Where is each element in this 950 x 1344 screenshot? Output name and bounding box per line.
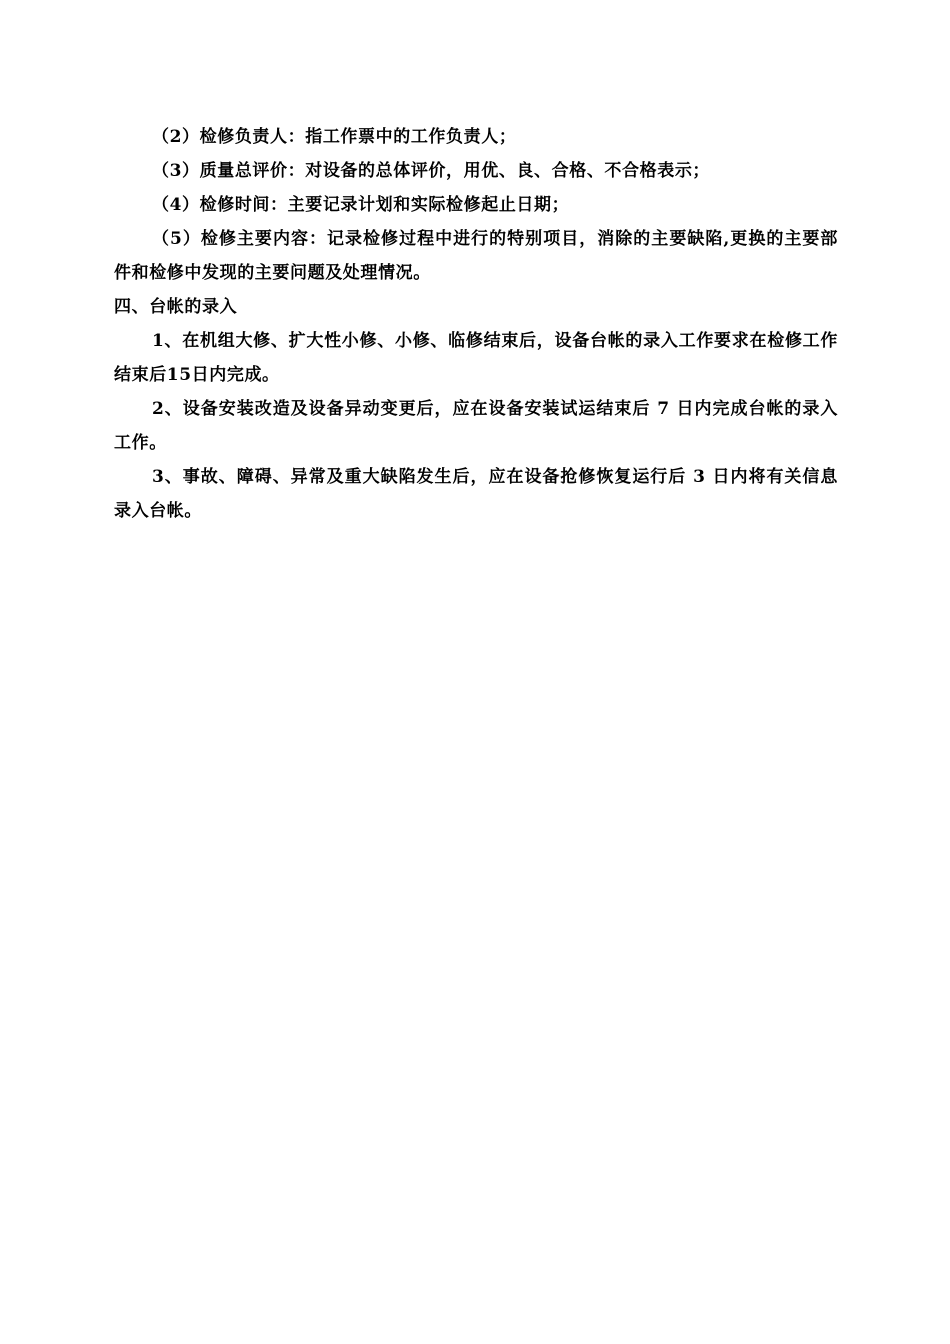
rule-modification-entry: 2、设备安装改造及设备异动变更后，应在设备安装试运结束后 7 日内完成台帐的录入工作。 (114, 399, 838, 453)
item-maintenance-time: （4）检修时间：主要记录计划和实际检修起止日期； (152, 195, 570, 215)
document-body (114, 120, 838, 528)
rule-overhaul-entry: 1、在机组大修、扩大性小修、小修、临修结束后，设备台帐的录入工作要求在检修工作结束后15日内完成。 (114, 331, 838, 385)
rule-incident-entry: 3、事故、障碍、异常及重大缺陷发生后，应在设备抢修恢复运行后 3 日内将有关信息录入台帐。 (114, 467, 838, 521)
item-person-in-charge: （2）检修负责人：指工作票中的工作负责人； (152, 127, 517, 147)
item-quality-evaluation: （3）质量总评价：对设备的总体评价，用优、良、合格、不合格表示； (152, 161, 711, 181)
section-heading: 四、台帐的录入 (114, 297, 238, 317)
item-maintenance-content: （5）检修主要内容：记录检修过程中进行的特别项目，消除的主要缺陷,更换的主要部件和检修中发现的主要问题及处理情况。 (114, 229, 838, 283)
